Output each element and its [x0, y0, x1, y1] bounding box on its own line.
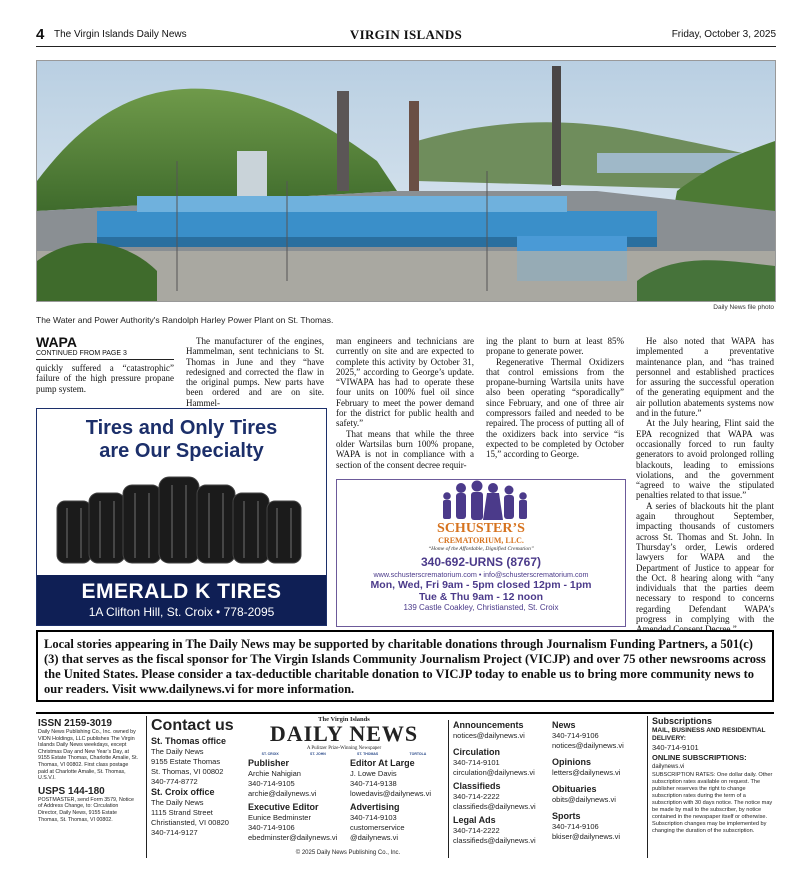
power-plant-photo	[36, 60, 776, 302]
masthead-islands	[246, 752, 442, 757]
editor-phone: 340-714-9138	[350, 779, 397, 788]
publisher-name: Archie Nahigian	[248, 769, 301, 778]
article-paragraph: man engineers and technicians are currently on site and are expected to complete this activity by October 31, 2025,” according to George’s update. “VIWAPA has had to operate these four units on 100% fuel oil since February to meet the power demand for the district for public health and safety.”	[336, 336, 474, 429]
page-number: 4	[36, 26, 45, 43]
island-label: TORTOLA	[409, 752, 427, 756]
stt-line: The Daily News	[151, 747, 204, 756]
article-paragraph: quickly suffered a “catastrophic” failure of the high pressure propane pump system.	[36, 363, 174, 394]
masthead-top: The Virgin Islands	[318, 716, 370, 723]
news-email[interactable]: notices@dailynews.vi	[552, 741, 624, 750]
subscription-rates: SUBSCRIPTION RATES: One dollar daily. Other subscription rates available on request. The publisher reserves the right to change subscription rates during the term of a subscription with 30 days notice. The notice may be made by mail to the subscriber, by notice contained in the newspaper itself or otherwise. Subscription changes may be implemented by changing the duration of the subscription.	[652, 772, 773, 834]
emerald-k-tires-ad[interactable]	[36, 408, 327, 626]
stx-office-heading: St. Croix office	[151, 787, 215, 797]
stx-line: Christiansted, VI 00820	[151, 818, 229, 827]
stt-line: St. Thomas, VI 00802	[151, 767, 224, 776]
tires-ad-headline-1: Tires and Only Tires	[85, 417, 278, 439]
announcements-heading: Announcements	[453, 720, 524, 730]
publisher-email[interactable]: archie@dailynews.vi	[248, 789, 317, 798]
usps-text: POSTMASTER, send Form 3579, Notice of Address Change, to: Circulation Director, Daily News, 9155 Estate Thomas, St. Thomas, VI 00802.	[38, 796, 134, 823]
subscriptions-block	[647, 716, 775, 858]
schuster-phone: 340-692-URNS (8767)	[420, 555, 542, 569]
article-column-4	[486, 336, 624, 460]
masthead-block	[246, 716, 442, 757]
section-title: VIRGIN ISLANDS	[349, 27, 463, 42]
photo-credit: Daily News file photo	[713, 304, 774, 311]
article-column-1	[36, 363, 174, 394]
obituaries-heading: Obituaries	[552, 784, 597, 794]
stx-line: 340-714-9127	[151, 828, 198, 837]
advertising-email[interactable]: customerservice	[350, 823, 405, 832]
issn-number: ISSN 2159-3019	[38, 718, 112, 729]
circulation-heading: Circulation	[453, 747, 501, 757]
island-label: ST. JOHN	[310, 752, 326, 756]
news-block	[552, 720, 644, 842]
masthead-sub: A Pulitzer Prize-Winning Newspaper	[306, 746, 382, 751]
editor-block	[350, 758, 450, 843]
legal-ads-email[interactable]: classifieds@dailynews.vi	[453, 836, 536, 845]
article-headline: WAPA	[36, 334, 77, 350]
circulation-email[interactable]: circulation@dailynews.vi	[453, 768, 535, 777]
issn-block	[38, 718, 138, 823]
article-paragraph: A series of blackouts hit the plant again throughout September, impacting thousands of customers across St. Thomas and St. John. In Thursday’s order, Lewis ordered lawyers for WAPA and the Department of Justice to appear for the Oct. 8 hearing along with “any individuals that the parties deem necessary to respond to concerns regarding Defendant WAPA’s progress in complying with the Amended Consent Decree.”	[636, 500, 774, 635]
departments-block	[448, 720, 553, 858]
article-column-5	[636, 336, 774, 635]
schuster-name: SCHUSTER’S	[437, 521, 525, 536]
paper-name: The Virgin Islands Daily News	[54, 29, 187, 40]
circulation-phone: 340-714-9101	[453, 758, 500, 767]
contact-block	[146, 716, 251, 858]
article-paragraph: He also noted that WAPA has implemented a preventative maintenance plan, and “has trained personnel and established practices for assuring the successful operation of the generating equipment and the air pollution abatements systems now and in the future.”	[636, 336, 774, 419]
article-column-3	[336, 336, 474, 470]
schuster-hours-1: Mon, Wed, Fri 9am - 5pm closed 12pm - 1pm	[370, 579, 592, 591]
tires-icon	[37, 463, 326, 573]
opinions-heading: Opinions	[552, 757, 591, 767]
exec-editor-heading: Executive Editor	[248, 802, 319, 812]
schuster-hours-2: Tue & Thu 9am - 12 noon	[418, 591, 544, 603]
publisher-heading: Publisher	[248, 758, 290, 768]
advertising-phone: 340-714-9103	[350, 813, 397, 822]
exec-editor-phone: 340-714-9106	[248, 823, 295, 832]
news-phone: 340-714-9106	[552, 731, 599, 740]
schuster-sub: CREMATORIUM, LLC.	[438, 536, 524, 545]
publisher-block	[248, 758, 348, 843]
power-plant-illustration	[37, 61, 775, 301]
announcements-email[interactable]: notices@dailynews.vi	[453, 731, 525, 740]
schuster-tagline: “Home of the Affordable, Dignified Cremation”	[428, 546, 534, 552]
stt-line: 9155 Estate Thomas	[151, 757, 221, 766]
online-url[interactable]: dailynews.vi	[652, 764, 685, 770]
obituaries-email[interactable]: obits@dailynews.vi	[552, 795, 616, 804]
masthead-name: DAILY NEWS	[269, 721, 419, 746]
tires-address: 1A Clifton Hill, St. Croix • 778-2095	[88, 605, 275, 619]
schusters-crematorium-ad[interactable]	[336, 479, 626, 627]
article-paragraph: At the July hearing, Flint said the EPA recognized that WAPA was occasionally forced to run faulty generators to avoid prolonged rolling blackouts, leading to emissions violations, and the government “agreed to waive the stipulated penalties related to that issue.”	[636, 418, 774, 501]
editor-name: J. Lowe Davis	[350, 769, 397, 778]
advertising-email-domain[interactable]: @dailynews.vi	[350, 833, 399, 842]
subscriptions-heading: Subscriptions	[652, 716, 713, 726]
family-silhouette-icon	[337, 480, 625, 522]
stt-line: 340-774-8772	[151, 777, 198, 786]
classifieds-phone: 340-714-2222	[453, 792, 500, 801]
contact-title: Contact us	[151, 717, 234, 734]
online-subscriptions-heading: ONLINE SUBSCRIPTIONS:	[652, 753, 747, 762]
legal-ads-phone: 340-714-2222	[453, 826, 500, 835]
sports-email[interactable]: bkiser@dailynews.vi	[552, 832, 621, 841]
opinions-email[interactable]: letters@dailynews.vi	[552, 768, 621, 777]
article-paragraph: That means that while the three older Wartsilas burn 100% propane, WAPA is not in compliance with a section of the consent decree requir-	[336, 428, 474, 470]
editor-email[interactable]: lowedavis@dailynews.vi	[350, 789, 431, 798]
article-paragraph: Regenerative Thermal Oxidizers that control emissions from the propane-burning Wartsila units have also been operating “sporadically” since February, and one of three air compressors failed and needed to be repaired. The process of putting all of the oxidizers back into service “is expected to be completed by October 15,” according to George.	[486, 356, 624, 460]
article-paragraph: ing the plant to burn at least 85% propane to generate power.	[486, 336, 624, 357]
funding-notice-text: Local stories appearing in The Daily News may be supported by charitable donations through Journalism Funding Partners, a 501(c)(3) that serves as the fiscal sponsor for The Virgin Islands Community Journalism Project (VICJP) and over 75 other newsrooms across the United States. Please consider a tax-deductible charitable donation to VICJP today to enable us to bring more community news to our readers. Visit www.dailynews.vi for more information.	[44, 637, 766, 696]
footer-directory	[36, 712, 774, 862]
subscriptions-sub: MAIL, BUSINESS AND RESIDENTIAL DELIVERY:	[652, 727, 766, 742]
issue-date: Friday, October 3, 2025	[671, 29, 776, 40]
news-heading: News	[552, 720, 576, 730]
sports-phone: 340-714-9106	[552, 822, 599, 831]
issn-text: Daily News Publishing Co., Inc. owned by VIDN Holdings, LLC publishes The Virgin Islands Daily News weekdays, except Christmas Day and New Year’s Day, at 9155 Estate Thomas, Charlotte Amalie, St. Thomas, VI 00802. First class postage paid at Charlotte Amalie, St. Thomas, U.S.V.I.	[38, 729, 139, 782]
usps-number: USPS 144-180	[38, 785, 105, 797]
tires-ad-banner	[37, 575, 326, 625]
island-label: ST. CROIX	[261, 752, 279, 756]
stt-office-heading: St. Thomas office	[151, 736, 227, 746]
advertising-heading: Advertising	[350, 802, 400, 812]
article-column-2	[186, 336, 324, 408]
article-paragraph: The manufacturer of the engines, Hammelman, sent technicians to St. Thomas in June and they “have redesigned and corrected the flaw in the original pumps. New parts have been ordered and are on site. Hammel-	[186, 336, 324, 408]
classifieds-email[interactable]: classifieds@dailynews.vi	[453, 802, 536, 811]
photo-caption: The Water and Power Authority's Randolph Harley Power Plant on St. Thomas.	[36, 315, 334, 325]
schuster-web[interactable]: www.schusterscrematorium.com • info@schusterscrematorium.com	[373, 570, 589, 579]
editor-heading: Editor At Large	[350, 758, 415, 768]
exec-editor-name: Eunice Bedminster	[248, 813, 311, 822]
page-header	[36, 24, 776, 47]
tires-brand: EMERALD K TIRES	[81, 580, 282, 603]
sports-heading: Sports	[552, 811, 581, 821]
tires-ad-headline-2: are Our Specialty	[99, 440, 264, 462]
legal-ads-heading: Legal Ads	[453, 815, 496, 825]
stx-line: The Daily News	[151, 798, 204, 807]
exec-editor-email[interactable]: ebedminster@dailynews.vi	[248, 833, 338, 842]
funding-notice-box	[36, 630, 774, 702]
stx-line: 1115 Strand Street	[151, 808, 213, 817]
island-label: ST. THOMAS	[357, 752, 379, 756]
classifieds-heading: Classifieds	[453, 781, 501, 791]
continued-label: CONTINUED FROM PAGE 3	[36, 350, 174, 360]
subscriptions-phone: 340-714-9101	[652, 743, 699, 752]
schuster-address: 139 Castle Coakley, Christiansted, St. Croix	[403, 603, 559, 612]
copyright: © 2025 Daily News Publishing Co., Inc.	[295, 850, 401, 856]
publisher-phone: 340-714-9105	[248, 779, 295, 788]
